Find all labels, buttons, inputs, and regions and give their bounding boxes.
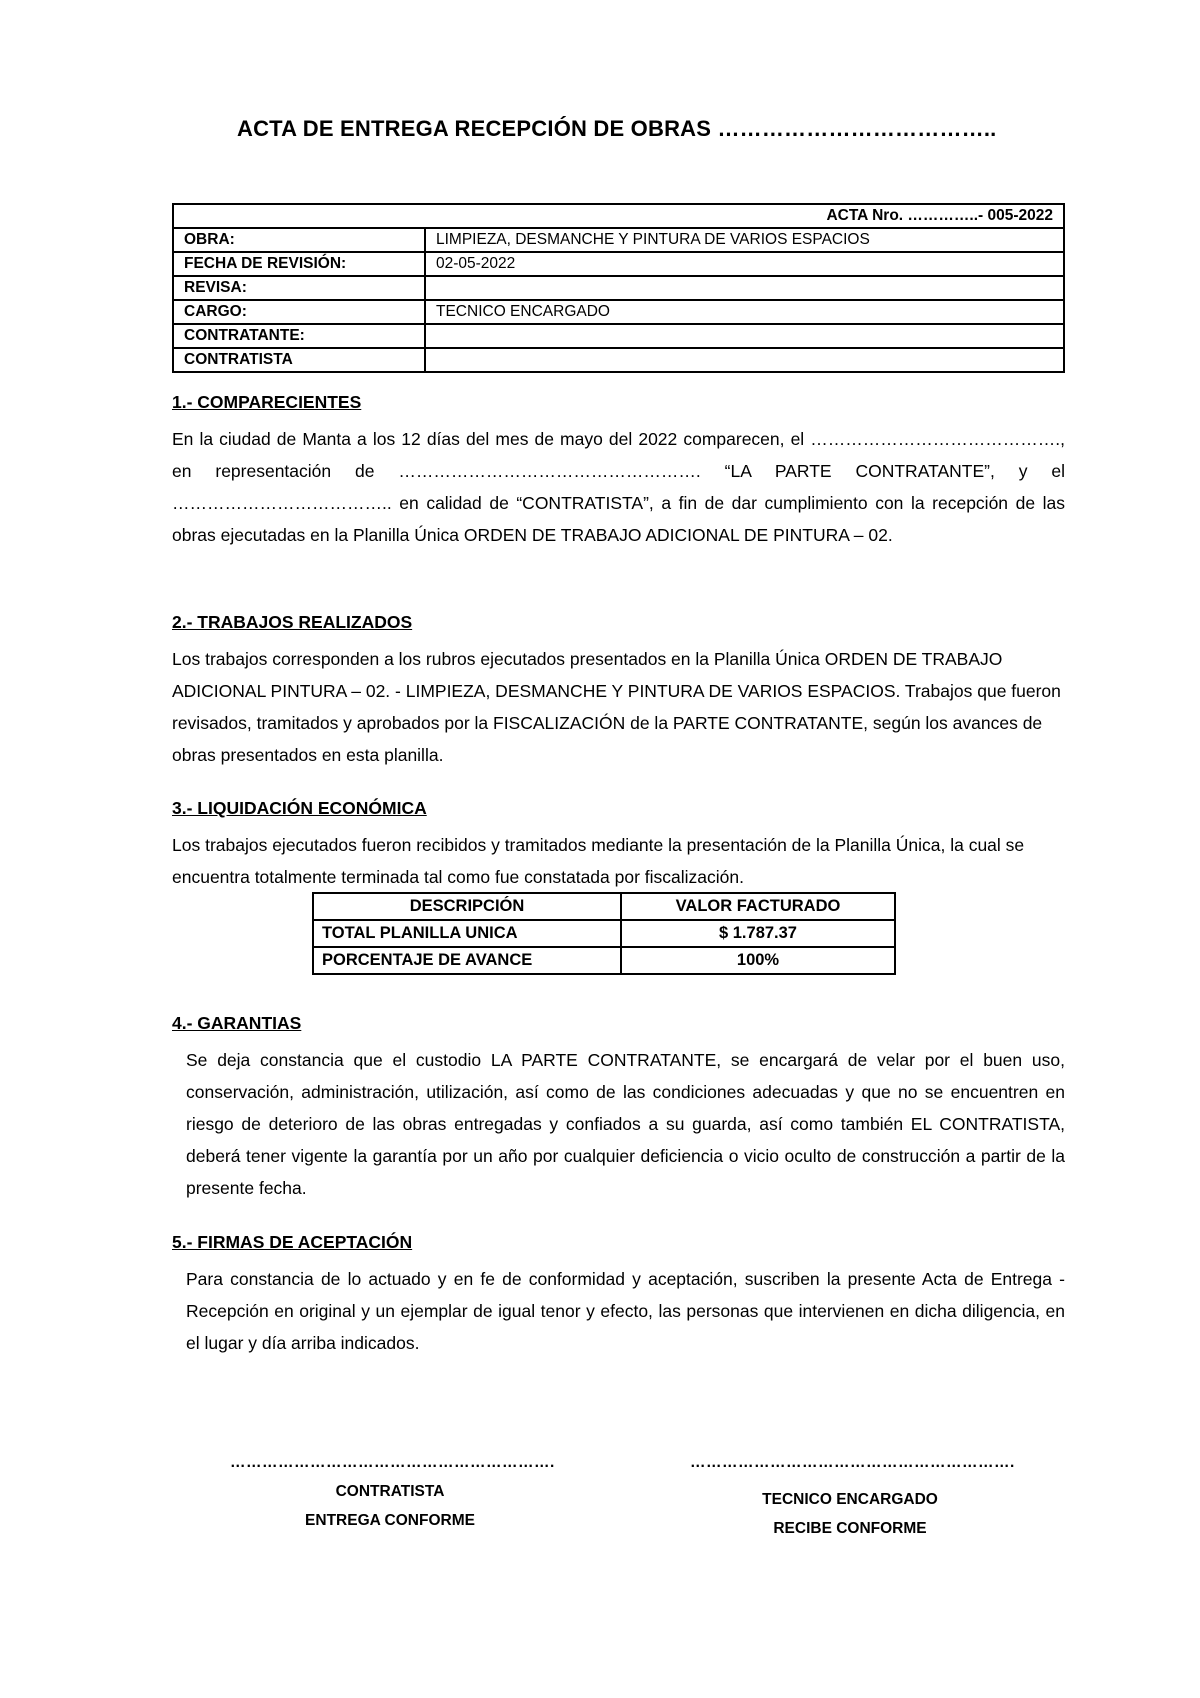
revisa-label: REVISA: <box>173 276 425 300</box>
signature-line: ……………………………………………………. <box>690 1454 1015 1471</box>
signature-name: CONTRATISTA <box>335 1483 445 1500</box>
contratista-value <box>425 348 1064 372</box>
table-row <box>313 947 895 974</box>
section-4-text: Se deja constancia que el custodio LA PARTE CONTRATANTE, se encargará de velar por el buen uso, conservación, administración, utilización, así como de las condiciones adecuadas y que no se encuentren en riesgo de deterioro de las obras entregadas y confiados a su guarda, así como también EL CONTRATISTA, deberá tener vigente la garantía por un año por cualquier deficiencia o vicio oculto de construcción a partir de la presente fecha. <box>186 1050 1065 1198</box>
contratante-value <box>425 324 1064 348</box>
signature-role: ENTREGA CONFORME <box>305 1512 475 1529</box>
total-value: $ 1.787.37 <box>621 920 895 947</box>
contratista-label: CONTRATISTA <box>173 348 425 372</box>
table-row <box>173 204 1064 228</box>
section-2-text: Los trabajos corresponden a los rubros ejecutados presentados en la Planilla Única ORDEN DE TRABAJO ADICIONAL PINTURA – 02. - LIMPIEZA, DESMANCHE Y PINTURA DE VARIOS ESPACIOS. Trabajos que fueron revisados, tramitados y aprobados por la FISCALIZACIÓN de la PARTE CONTRATANTE, según los avances de obras presentados en esta planilla. <box>172 649 1061 765</box>
signature-line: ……………………………………………………. <box>230 1454 555 1471</box>
section-1-heading: 1.- COMPARECIENTES <box>172 392 362 412</box>
fecha-label: FECHA DE REVISIÓN: <box>173 252 425 276</box>
acta-number: ACTA Nro. …………..- 005-2022 <box>173 204 1064 228</box>
section-1-text: En la ciudad de Manta a los 12 días del mes de mayo del 2022 comparecen, el ……………………………………., en representación de ……………………………………………. “LA PARTE CONTRATANTE”, y el ……………………………….. en calidad de “CONTRATISTA”, a fin de dar cumplimiento con la recepción de las obras ejecutadas en la Planilla Única ORDEN DE TRABAJO ADICIONAL DE PINTURA – 02. <box>172 429 1065 545</box>
section-4-heading: 4.- GARANTIAS <box>172 1013 302 1033</box>
column-header-description: DESCRIPCIÓN <box>313 893 621 920</box>
info-table <box>172 203 1065 373</box>
section-3-heading: 3.- LIQUIDACIÓN ECONÓMICA <box>172 798 427 818</box>
table-row <box>173 228 1064 252</box>
table-row <box>173 252 1064 276</box>
section-5-text: Para constancia de lo actuado y en fe de conformidad y aceptación, suscriben la presente Acta de Entrega - Recepción en original y un ejemplar de igual tenor y efecto, las personas que intervienen en dicha diligencia, en el lugar y día arriba indicados. <box>186 1269 1065 1353</box>
table-row <box>173 324 1064 348</box>
total-label: TOTAL PLANILLA UNICA <box>313 920 621 947</box>
cargo-label: CARGO: <box>173 300 425 324</box>
column-header-value: VALOR FACTURADO <box>621 893 895 920</box>
signature-tecnico <box>690 1448 1015 1543</box>
signature-name: TECNICO ENCARGADO <box>762 1491 938 1508</box>
signature-contratista <box>230 1448 555 1535</box>
revisa-value <box>425 276 1064 300</box>
document-title: ACTA DE ENTREGA RECEPCIÓN DE OBRAS ……………………………….. <box>237 116 997 141</box>
signature-role: RECIBE CONFORME <box>773 1520 927 1537</box>
obra-value: LIMPIEZA, DESMANCHE Y PINTURA DE VARIOS ESPACIOS <box>425 228 1064 252</box>
cargo-value: TECNICO ENCARGADO <box>425 300 1064 324</box>
obra-label: OBRA: <box>173 228 425 252</box>
section-2-heading: 2.- TRABAJOS REALIZADOS <box>172 612 413 632</box>
contratante-label: CONTRATANTE: <box>173 324 425 348</box>
progress-label: PORCENTAJE DE AVANCE <box>313 947 621 974</box>
liquidation-table <box>312 892 896 975</box>
progress-value: 100% <box>621 947 895 974</box>
section-3-text: Los trabajos ejecutados fueron recibidos y tramitados mediante la presentación de la Planilla Única, la cual se encuentra totalmente terminada tal como fue constatada por fiscalización. <box>172 835 1025 887</box>
section-5-heading: 5.- FIRMAS DE ACEPTACIÓN <box>172 1232 413 1252</box>
table-row <box>173 300 1064 324</box>
table-header-row <box>313 893 895 920</box>
fecha-value: 02-05-2022 <box>425 252 1064 276</box>
table-row <box>173 348 1064 372</box>
table-row <box>313 920 895 947</box>
table-row <box>173 276 1064 300</box>
